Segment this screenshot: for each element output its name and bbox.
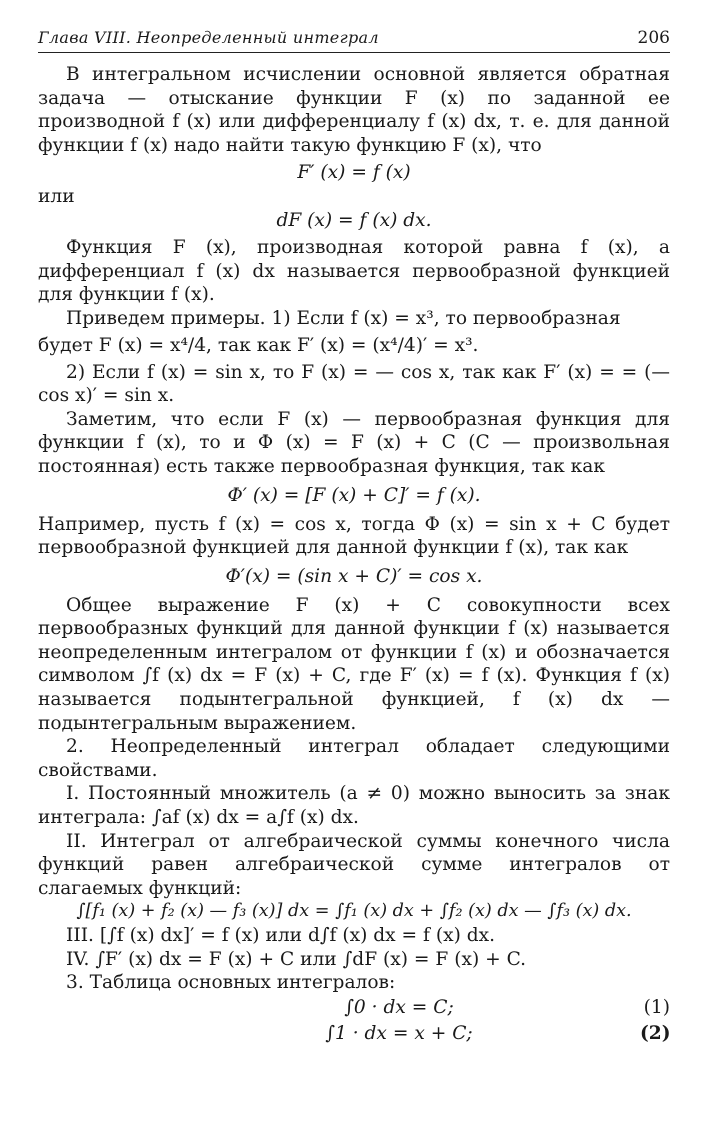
table-formula-2	[38, 1021, 670, 1047]
formula-differential: dF (x) = f (x) dx.	[276, 209, 432, 231]
property-2: II. Интеграл от алгебраической суммы конечного числа функций равен алгебраической сумме интегралов от слагаемых функций:	[38, 830, 670, 899]
paragraph-intro: В интегральном исчислении основной является обратная задача — отыскание функции F (x) по заданной ее производной f (x) или дифференциалу f (x) dx, т. е. для данной функции f (x) надо найти такую функцию F (x), что	[38, 64, 670, 156]
paragraph-example-2: 2) Если f (x) = sin x, то F (x) = — cos x, так как F′ (x) = = (— cos x)′ = sin x.	[38, 361, 670, 407]
formula-sin-derivative: Φ′(x) = (sin x + C)′ = cos x.	[225, 565, 483, 587]
table-formula-1	[38, 995, 670, 1021]
formula-integral-zero: ∫0 · dx = C;	[344, 996, 454, 1018]
formula-sum-integral: ∫[f₁ (x) + f₂ (x) — f₃ (x)] dx = ∫f₁ (x) dx + ∫f₂ (x) dx — ∫f₃ (x) dx.	[76, 901, 632, 922]
running-header	[38, 28, 670, 53]
property-3: III. [∫f (x) dx]′ = f (x) или d∫f (x) dx = f (x) dx.	[66, 925, 496, 946]
word-or: или	[38, 185, 75, 207]
equation-number-2: (2)	[640, 1022, 671, 1044]
formula-derivative: F′ (x) = f (x)	[297, 162, 411, 184]
chapter-title: Глава VIII. Неопределенный интеграл	[38, 28, 379, 47]
paragraph-example-cos: Например, пусть f (x) = cos x, тогда Φ (x) = sin x + C будет первообразной функцией для данной функции f (x), так как	[38, 513, 670, 559]
formula-integral-one: ∫1 · dx = x + C;	[325, 1022, 473, 1044]
equation-number-1: (1)	[643, 996, 670, 1018]
property-1: I. Постоянный множитель (a ≠ 0) можно выносить за знак интеграла: ∫af (x) dx = a∫f (x) dx.	[38, 783, 670, 829]
page-number: 206	[637, 28, 670, 48]
paragraph-properties-heading: 2. Неопределенный интеграл обладает следующими свойствами.	[38, 736, 670, 781]
paragraph-example-1: будет F (x) = x⁴/4, так как F′ (x) = (x⁴/4)′ = x³.	[38, 334, 479, 356]
paragraph-definition-antiderivative: Функция F (x), производная которой равна f (x), а дифференциал f (x) dx называется первообразной функцией для функции f (x).	[38, 237, 670, 306]
paragraph-indefinite-integral-definition: Общее выражение F (x) + C совокупности всех первообразных функций для данной функции f (x) называется неопределенным интегралом от функции f (x) и обозначается символом ∫f (x) dx = F (x) + C, где F′ (x) = f (x). Функция f (x) называется подынтегральной функцией, f (x) dx — подынтегральным выражением.	[38, 594, 670, 734]
formula-phi-derivative: Φ′ (x) = [F (x) + C]′ = f (x).	[227, 484, 481, 506]
property-4: IV. ∫F′ (x) dx = F (x) + C или ∫dF (x) = F (x) + C.	[66, 948, 527, 970]
table-heading: 3. Таблица основных интегралов:	[66, 972, 396, 994]
paragraph-examples-start: Приведем примеры. 1) Если f (x) = x³, то первообразная	[66, 307, 621, 329]
paragraph-constant-note: Заметим, что если F (x) — первообразная функция для функции f (x), то и Φ (x) = F (x) + C (C — произвольная постоянная) есть также первообразная функция, так как	[38, 408, 670, 477]
